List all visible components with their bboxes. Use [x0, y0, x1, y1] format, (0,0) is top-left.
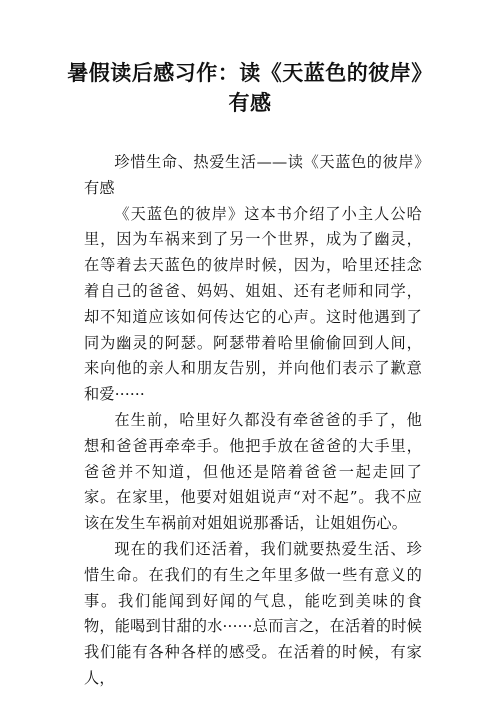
paragraph-1: 《天蓝色的彼岸》这本书介绍了小主人公哈里，因为车祸来到了另一个世界，成为了幽灵，在等着去天蓝色的彼岸时候，因为，哈里还挂念着自己的爸爸、妈妈、姐姐、还有老师和同学，却不知道应该如何传达它的心声。这时他遇到了同为幽灵的阿瑟。阿瑟带着哈里偷偷回到人间，来向他的亲人和朋友告别，并向他们表示了歉意和爱······: [84, 204, 422, 404]
paragraph-2: 在生前，哈里好久都没有牵爸爸的手了，他想和爸爸再牵牵手。他把手放在爸爸的大手里，爸爸并不知道，但他还是陪着爸爸一起走回了家。在家里，他要对姐姐说声“对不起”。我不应该在发生车祸前对姐姐说那番话，让姐姐伤心。: [84, 410, 422, 533]
title-line-2: 有感: [228, 91, 272, 115]
document-subtitle: 珍惜生命、热爱生活——读《天蓝色的彼岸》有感: [84, 153, 422, 197]
document-body: [84, 150, 422, 692]
document-title: [60, 58, 440, 118]
paragraph-3: 现在的我们还活着，我们就要热爱生活、珍惜生命。在我们的有生之年里多做一些有意义的事。我们能闻到好闻的气息，能吃到美味的食物，能喝到甘甜的水······总而言之，在活着的时候我们能有各种各样的感受。在活着的时候，有家人，: [84, 539, 422, 687]
title-line-1: 暑假读后感习作：读《天蓝色的彼岸》: [67, 61, 433, 85]
